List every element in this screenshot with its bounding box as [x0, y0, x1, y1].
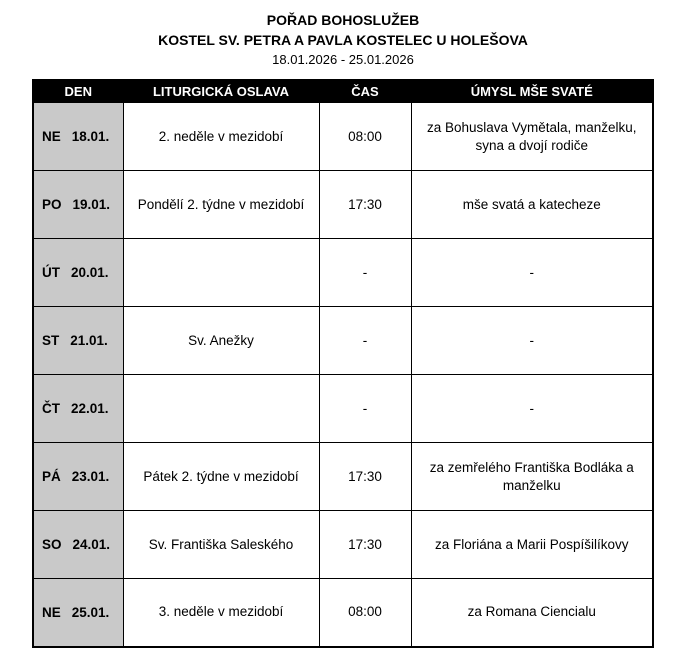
table-row: [33, 511, 653, 579]
day-label: NE: [42, 129, 61, 144]
time-cell: 17:30: [319, 511, 411, 579]
header-cell-den: DEN: [33, 80, 123, 103]
day-cell: [33, 171, 123, 239]
time-cell: 08:00: [319, 103, 411, 171]
time-cell: 17:30: [319, 171, 411, 239]
table-row: [33, 443, 653, 511]
header-cell-liturgy: LITURGICKÁ OSLAVA: [123, 80, 319, 103]
liturgy-cell: 3. neděle v mezidobí: [123, 579, 319, 647]
day-label: ÚT: [42, 265, 60, 280]
day-label: PO: [42, 197, 62, 212]
day-cell: [33, 307, 123, 375]
time-cell: -: [319, 239, 411, 307]
date-label: 24.01.: [72, 537, 111, 552]
intention-cell: mše svatá a katecheze: [411, 171, 653, 239]
schedule-table: [32, 79, 654, 648]
intention-cell: -: [411, 239, 653, 307]
document-header: [0, 0, 686, 70]
time-cell: 08:00: [319, 579, 411, 647]
date-label: 25.01.: [71, 604, 110, 620]
day-cell: [33, 443, 123, 511]
intention-cell: -: [411, 307, 653, 375]
table-row: [33, 375, 653, 443]
header-cell-time: ČAS: [319, 80, 411, 103]
header-cell-intention: ÚMYSL MŠE SVATÉ: [411, 80, 653, 103]
liturgy-cell: Pondělí 2. týdne v mezidobí: [123, 171, 319, 239]
day-label: ČT: [42, 401, 60, 416]
date-label: 20.01.: [71, 265, 109, 280]
table-row: [33, 171, 653, 239]
intention-cell: za zemřelého Františka Bodláka a manželku: [411, 443, 653, 511]
table-header-row: [33, 80, 653, 103]
date-range: 18.01.2026 - 25.01.2026: [272, 52, 414, 67]
date-label: 22.01.: [71, 401, 109, 416]
table-row: [33, 103, 653, 171]
liturgy-cell: Pátek 2. týdne v mezidobí: [123, 443, 319, 511]
church-name: KOSTEL SV. PETRA A PAVLA KOSTELEC U HOLEŠOVA: [158, 32, 528, 48]
table-row: [33, 307, 653, 375]
date-label: 21.01.: [70, 333, 108, 348]
time-cell: -: [319, 307, 411, 375]
time-cell: -: [319, 375, 411, 443]
table-row: [33, 579, 653, 647]
day-cell: [33, 375, 123, 443]
time-cell: 17:30: [319, 443, 411, 511]
liturgy-cell: Sv. Františka Saleského: [123, 511, 319, 579]
liturgy-cell: [123, 375, 319, 443]
day-label: NE: [42, 604, 61, 620]
intention-cell: za Bohuslava Vymětala, manželku, syna a dvojí rodiče: [411, 103, 653, 171]
date-label: 18.01.: [71, 129, 110, 144]
day-label: PÁ: [42, 469, 61, 484]
date-label: 19.01.: [72, 197, 111, 212]
liturgy-cell: [123, 239, 319, 307]
day-cell: [33, 511, 123, 579]
day-label: SO: [42, 537, 62, 552]
day-label: ST: [42, 333, 60, 348]
intention-cell: za Floriána a Marii Pospíšilíkovy: [411, 511, 653, 579]
table-row: [33, 239, 653, 307]
day-cell: [33, 103, 123, 171]
liturgy-cell: 2. neděle v mezidobí: [123, 103, 319, 171]
date-label: 23.01.: [71, 469, 110, 484]
intention-cell: za Romana Ciencialu: [411, 579, 653, 647]
day-cell: [33, 239, 123, 307]
day-cell: [33, 579, 123, 647]
intention-cell: -: [411, 375, 653, 443]
liturgy-cell: Sv. Anežky: [123, 307, 319, 375]
page-title: POŘAD BOHOSLUŽEB: [266, 12, 420, 28]
